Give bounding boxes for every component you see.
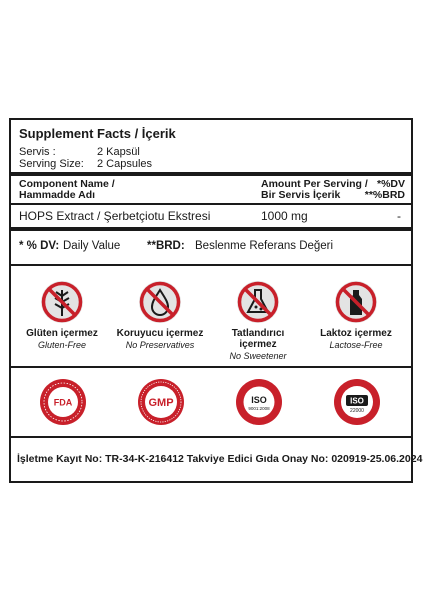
bottle-icon <box>334 280 378 324</box>
registration-footer: İşletme Kayıt No: TR-34-K-216412 Takviye Edici Gıda Onay No: 020919-25.06.2024 <box>17 453 423 465</box>
thick-divider-2 <box>11 227 411 231</box>
row-component-name: HOPS Extract / Şerbetçiotu Ekstresi <box>19 209 211 223</box>
badges-divider <box>11 436 411 438</box>
svg-text:ISO: ISO <box>251 395 267 405</box>
no-preservatives-subtitle: No Preservatives <box>125 340 195 350</box>
svg-text:GMP: GMP <box>148 397 174 409</box>
svg-text:9001:2008: 9001:2008 <box>248 406 270 411</box>
header-divider <box>11 203 411 205</box>
wheat-icon <box>40 280 84 324</box>
brd-key: **BRD: <box>147 240 185 252</box>
no-sweetener-title: Tatlandırıcı içermez <box>231 328 285 350</box>
no-sweetener-item <box>213 280 303 361</box>
icons-divider <box>11 366 411 368</box>
legend-divider <box>11 264 411 266</box>
iso22000-badge <box>333 378 381 426</box>
iso9001-badge <box>235 378 283 426</box>
dv-value: Daily Value <box>63 240 121 252</box>
drop-icon <box>138 280 182 324</box>
brd-value: Beslenme Referans Değeri <box>195 240 334 252</box>
lactose-free-subtitle: Lactose-Free <box>329 340 383 350</box>
fda-badge <box>39 378 87 426</box>
gluten-free-title: Glüten içermez <box>26 328 98 339</box>
panel-title: Supplement Facts / İçerik <box>19 126 176 141</box>
svg-text:22000: 22000 <box>350 408 364 414</box>
no-preservatives-item <box>115 280 205 350</box>
gluten-free-item <box>17 280 107 350</box>
no-sweetener-subtitle: No Sweetener <box>229 351 287 361</box>
thick-divider <box>11 172 411 176</box>
header-dv-line1: *%DV <box>376 178 405 190</box>
serving-size-label: Serving Size: <box>19 158 84 170</box>
gmp-badge <box>137 378 185 426</box>
row-amount: 1000 mg <box>261 209 308 223</box>
svg-text:FDA: FDA <box>53 397 73 408</box>
supplement-facts-panel <box>9 118 423 483</box>
flask-icon <box>236 280 280 324</box>
header-amount-line2: Bir Servis İçerik <box>261 189 341 201</box>
svg-text:ISO: ISO <box>350 396 364 406</box>
dv-key: * % DV: <box>19 240 60 252</box>
no-preservatives-title: Koruyucu içermez <box>116 328 204 339</box>
header-dv-line2: **%BRD <box>364 189 405 201</box>
header-component-line2: Hammadde Adı <box>19 189 96 201</box>
row-dv: - <box>397 209 401 223</box>
servis-label: Servis : <box>19 146 56 158</box>
header-amount-line1: Amount Per Serving / <box>261 178 368 190</box>
header-component-line1: Component Name / <box>19 178 115 190</box>
serving-size-value: 2 Capsules <box>97 158 153 170</box>
gluten-free-subtitle: Gluten-Free <box>37 340 87 350</box>
lactose-free-title: Laktoz içermez <box>320 328 392 339</box>
servis-value: 2 Kapsül <box>97 146 140 158</box>
lactose-free-item <box>311 280 401 350</box>
